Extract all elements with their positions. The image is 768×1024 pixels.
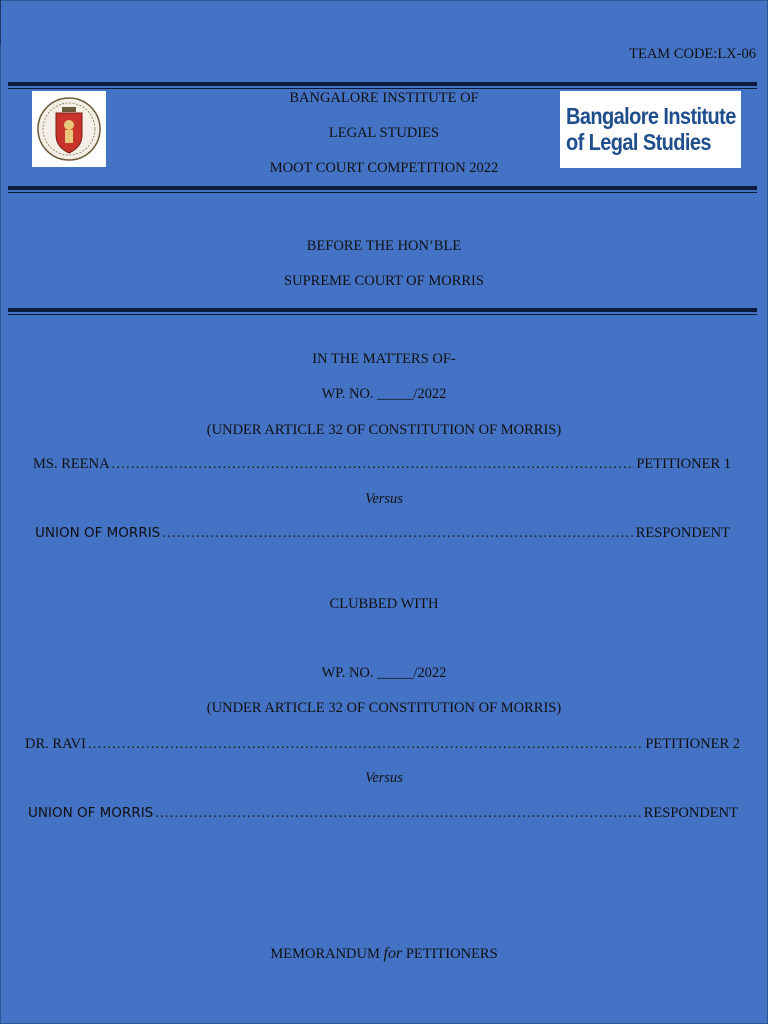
leader-dots [162, 524, 633, 542]
court-line1: BEFORE THE HON’BLE [306, 238, 462, 254]
corner-mark [0, 0, 1, 44]
competition-title: MOOT COURT COMPETITION 2022 [269, 160, 499, 176]
court-rule [8, 308, 757, 312]
case1-petitioner-name: MS. REENA [33, 456, 110, 472]
case1-respondent-role: RESPONDENT [635, 525, 730, 541]
clubbed-with: CLUBBED WITH [329, 596, 439, 612]
team-code: TEAM CODE:LX-06 [629, 46, 756, 62]
leader-dots [155, 804, 641, 822]
case1-petitioner-row [33, 455, 731, 473]
institute-name-line1: BANGALORE INSTITUTE OF [289, 90, 479, 106]
case1-article: (UNDER ARTICLE 32 OF CONSTITUTION OF MORRIS) [206, 422, 562, 438]
case1-versus: Versus [365, 491, 403, 507]
case2-respondent-row [28, 804, 738, 822]
case2-versus: Versus [365, 770, 403, 786]
case1-respondent-name: UNION OF MORRIS [35, 525, 161, 541]
institute-name-line2: LEGAL STUDIES [328, 125, 440, 141]
case1-wp-number: WP. NO. _____/2022 [321, 386, 447, 402]
top-rule [8, 82, 757, 86]
case2-petitioner-row [25, 735, 740, 753]
case2-wp-number: WP. NO. _____/2022 [321, 665, 447, 681]
leader-dots [88, 735, 643, 753]
leader-dots [112, 455, 635, 473]
case2-petitioner-name: DR. RAVI [25, 736, 86, 752]
header-rule-thin [8, 192, 757, 193]
case2-petitioner-role: PETITIONER 2 [645, 736, 740, 752]
court-rule-thin [8, 314, 757, 315]
logo-text-line2: of Legal Studies [566, 129, 711, 156]
memorandum-prefix: MEMORANDUM [270, 946, 380, 962]
case1-petitioner-role: PETITIONER 1 [636, 456, 731, 472]
logo-text-line1: Bangalore Institute [566, 103, 736, 130]
case1-respondent-row [35, 524, 730, 542]
case2-article: (UNDER ARTICLE 32 OF CONSTITUTION OF MORRIS) [206, 700, 562, 716]
header-rule [8, 186, 757, 190]
case2-respondent-role: RESPONDENT [643, 805, 738, 821]
memorandum-title [0, 945, 768, 963]
memorandum-suffix: PETITIONERS [405, 946, 498, 962]
institute-logo [560, 91, 741, 168]
matters-heading: IN THE MATTERS OF- [312, 351, 456, 367]
case2-respondent-name: UNION OF MORRIS [28, 805, 154, 821]
memorandum-for: for [383, 945, 403, 962]
court-line2: SUPREME COURT OF MORRIS [284, 273, 484, 289]
